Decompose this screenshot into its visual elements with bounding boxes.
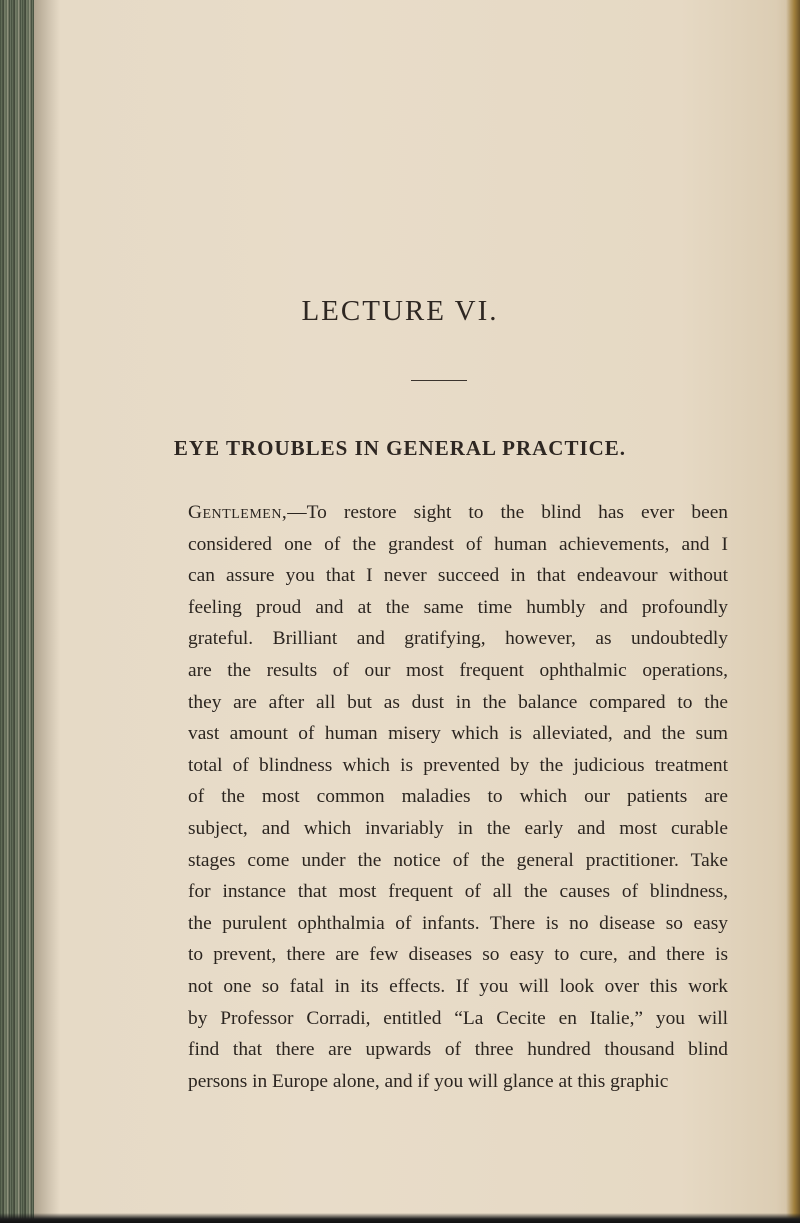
- text-line: find that there are upwards of three hundred thousand blind: [188, 1039, 728, 1061]
- text-line: subject, and which invariably in the early and most curable: [188, 817, 728, 839]
- text-line: the purulent ophthalmia of infants. There is no disease so easy: [188, 912, 728, 934]
- text-line: by Professor Corradi, entitled “La Cecite en Italie,” you will: [188, 1007, 728, 1029]
- title-rule: [411, 380, 467, 381]
- text-line: not one so fatal in its effects. If you will look over this work: [188, 975, 728, 997]
- lecture-subtitle: EYE TROUBLES IN GENERAL PRACTICE.: [173, 436, 627, 460]
- text-line: are the results of our most frequent ophthalmic operations,: [188, 659, 728, 681]
- text-line: for instance that most frequent of all the causes of blindness,: [188, 881, 728, 903]
- text-line: considered one of the grandest of human achievements, and I: [188, 533, 728, 555]
- text-line: total of blindness which is prevented by the judicious treatment: [188, 754, 728, 776]
- page-edge: [786, 0, 800, 1223]
- text-line: grateful. Brilliant and gratifying, however, as undoubtedly: [188, 628, 728, 650]
- text-line: persons in Europe alone, and if you will glance at this graphic: [188, 1070, 669, 1092]
- bottom-edge: [0, 1213, 800, 1223]
- text-line: Gentlemen,—To restore sight to the blind has ever been: [188, 502, 728, 523]
- text-line: vast amount of human misery which is alleviated, and the sum: [188, 723, 728, 745]
- text-line: feeling proud and at the same time humbly and profoundly: [188, 596, 728, 618]
- gutter-shadow: [34, 0, 60, 1223]
- text-line: they are after all but as dust in the balance compared to the: [188, 691, 728, 713]
- body-paragraph: [188, 497, 728, 1097]
- text-line: to prevent, there are few diseases so easy to cure, and there is: [188, 944, 728, 966]
- book-spine: [0, 0, 34, 1223]
- text-line: of the most common maladies to which our patients are: [188, 786, 728, 808]
- lecture-title: LECTURE VI.: [301, 295, 499, 327]
- opening-word: Gentlemen,: [188, 502, 288, 523]
- text-line: stages come under the notice of the general practitioner. Take: [188, 849, 728, 871]
- text-line: can assure you that I never succeed in that endeavour without: [188, 565, 728, 587]
